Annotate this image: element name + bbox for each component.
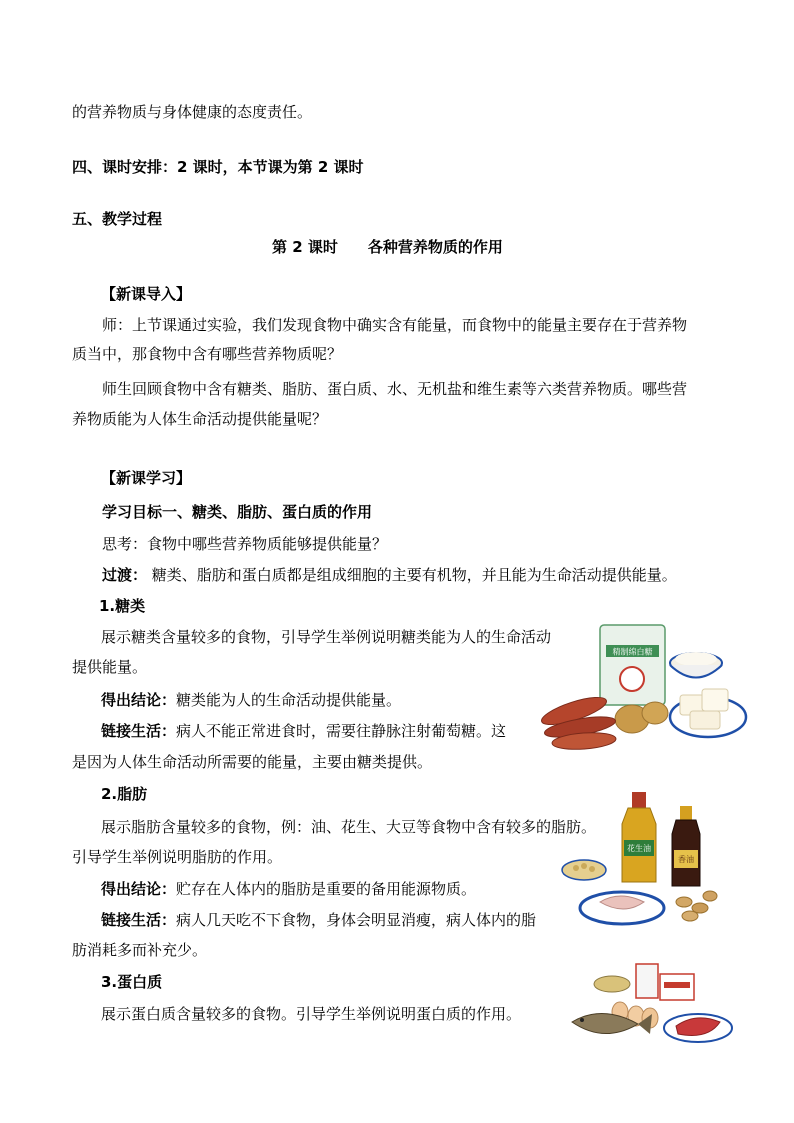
section5-heading: 五、教学过程 (72, 210, 163, 228)
lesson-title: 第 2 课时 各种营养物质的作用 (272, 238, 503, 256)
intro-p2-line1: 师生回顾食物中含有糖类、脂肪、蛋白质、水、无机盐和维生素等六类营养物质。哪些营 (102, 380, 688, 398)
milk-box-1 (636, 964, 658, 998)
sugar-link-label: 链接生活： (101, 722, 177, 740)
intro-heading: 【新课导入】 (101, 285, 192, 303)
fat-conclusion (101, 878, 476, 900)
protein-foods-image (568, 960, 738, 1050)
protein-p1-line1: 展示蛋白质含量较多的食物。引导学生举例说明蛋白质的作用。 (101, 1005, 522, 1023)
fish-eye (580, 1018, 584, 1022)
sugar-conclusion (101, 689, 401, 711)
steamed-bun-3 (690, 711, 720, 729)
intro-p2-line2: 养物质能为人体生命活动提供能量呢？ (72, 410, 328, 428)
steamed-bun-2 (702, 689, 728, 711)
study-heading: 【新课学习】 (101, 469, 192, 487)
beans-bowl (594, 976, 630, 992)
sugar-bag-logo (620, 667, 644, 691)
sugar-heading: 1.糖类 (99, 597, 146, 615)
oil-bottle-cap (632, 792, 646, 808)
peanut (676, 897, 692, 907)
fat-p1-line2: 引导学生举例说明脂肪的作用。 (72, 848, 283, 866)
section4-heading: 四、课时安排：2 课时，本节课为第 2 课时 (72, 158, 364, 176)
fat-link-label: 链接生活： (101, 911, 177, 929)
intro-p1-line1: 师：上节课通过实验，我们发现食物中确实含有能量，而食物中的能量主要存在于营养物 (102, 316, 688, 334)
fat-link-line2: 肪消耗多而补充少。 (72, 941, 208, 959)
sugar-bag-label: 精制绵白糖 (612, 647, 653, 657)
fat-link-text1: 病人几天吃不下食物，身体会明显消瘦，病人体内的脂 (176, 911, 537, 929)
peanut (703, 891, 717, 901)
fat-heading: 2.脂肪 (101, 785, 148, 803)
transition-text: 糖类、脂肪和蛋白质都是组成细胞的主要有机物，并且能为生命活动提供能量。 (151, 566, 677, 584)
soybean (589, 866, 595, 872)
sugar-link-line1 (101, 720, 506, 742)
sugar-link-line2: 是因为人体生命活动所需要的能量，主要由糖类提供。 (72, 753, 433, 771)
potato-2 (642, 702, 668, 724)
protein-heading: 3.蛋白质 (101, 973, 163, 991)
sugar-p1-line1: 展示糖类含量较多的食物，引导学生举例说明糖类能为人的生命活动 (101, 628, 552, 646)
fat-conclusion-label: 得出结论： (101, 880, 177, 898)
fat-link-line1 (101, 909, 536, 931)
soybean (581, 863, 587, 869)
study-goal1: 学习目标一、糖类、脂肪、蛋白质的作用 (102, 503, 373, 521)
sesame-bottle-cap (680, 806, 692, 820)
oil-bottle-label-text: 花生油 (627, 844, 651, 853)
sugar-conclusion-label: 得出结论： (101, 691, 177, 709)
sugar-p1-line2: 提供能量。 (72, 658, 148, 676)
peanut (682, 911, 698, 921)
rice-bowl-body (670, 665, 722, 678)
sugar-bag (600, 625, 665, 705)
milk-box-band (664, 982, 690, 988)
transition-label: 过渡： (102, 566, 148, 584)
intro-tail: 的营养物质与身体健康的态度责任。 (72, 103, 313, 121)
study-transition (102, 564, 677, 586)
fat-p1-line1: 展示脂肪含量较多的食物，例：油、花生、大豆等食物中含有较多的脂肪。 (101, 818, 597, 836)
fat-foods-image (560, 790, 730, 930)
sugar-link-text1: 病人不能正常进食时，需要往静脉注射葡萄糖。这 (176, 722, 507, 740)
intro-p1-line2: 质当中，那食物中含有哪些营养物质呢？ (72, 345, 343, 363)
sesame-bottle-label-text: 香油 (678, 855, 694, 864)
sugar-conclusion-text: 糖类能为人的生命活动提供能量。 (176, 691, 402, 709)
sugar-foods-image (540, 615, 750, 755)
soybean (573, 865, 579, 871)
rice (675, 652, 717, 666)
study-think: 思考：食物中哪些营养物质能够提供能量？ (102, 535, 388, 553)
fat-conclusion-text: 贮存在人体内的脂肪是重要的备用能源物质。 (176, 880, 477, 898)
